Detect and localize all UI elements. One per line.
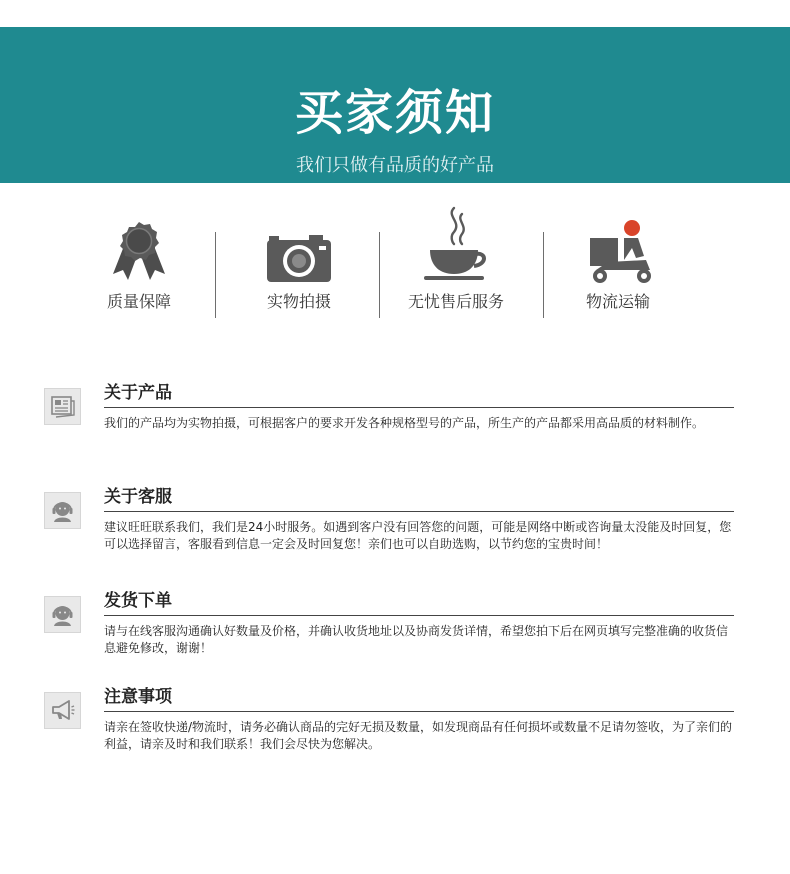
- customer-service-icon: [49, 497, 76, 524]
- feature-row: [0, 200, 790, 330]
- feature-quality: [59, 200, 219, 330]
- section-title: 发货下单: [104, 591, 172, 611]
- megaphone-icon: [49, 697, 76, 724]
- delivery-scooter-icon: [578, 200, 658, 288]
- feature-aftersales: [376, 200, 536, 330]
- feature-logistics: [538, 200, 698, 330]
- section-icon-tile: [44, 596, 81, 633]
- feature-label: 物流运输: [585, 292, 650, 311]
- page-title: 买家须知: [294, 85, 495, 141]
- camera-icon: [259, 200, 339, 288]
- feature-photo: [219, 200, 379, 330]
- page-subtitle: 我们只做有品质的好产品: [296, 155, 494, 176]
- section-body: 请亲在签收快递/物流时，请务必确认商品的完好无损及数量，如发现商品有任何损坏或数量不足请勿签收，为了亲们的利益，请亲及时和我们联系！我们会尽快为您解决。: [104, 720, 733, 751]
- newspaper-icon: [49, 393, 76, 420]
- section-body: 请与在线客服沟通确认好数量及价格，并确认收货地址以及协商发货详情，希望您拍下后在网页填写完整准确的收货信息避免修改，谢谢！: [104, 624, 729, 655]
- section-title: 注意事项: [104, 687, 172, 707]
- section-icon-tile: [44, 692, 81, 729]
- header-banner: [0, 27, 790, 183]
- section-icon-tile: [44, 492, 81, 529]
- section-icon-tile: [44, 388, 81, 425]
- section-notes: [44, 686, 734, 761]
- award-ribbon-icon: [99, 200, 179, 288]
- section-divider: [104, 711, 734, 712]
- feature-label: 实物拍摄: [266, 292, 331, 311]
- section-body: 建议旺旺联系我们，我们是24小时服务。如遇到客户没有回答您的问题，可能是网络中断或咨询量太没能及时回复，您可以选择留言，客服看到信息一定会及时回复您！亲们也可以自助选购，以节约您的宝贵时间！: [104, 520, 732, 551]
- section-shipping-order: [44, 590, 734, 665]
- section-title: 关于客服: [104, 487, 172, 507]
- customer-service-icon: [49, 601, 76, 628]
- section-title: 关于产品: [104, 383, 172, 403]
- feature-label: 质量保障: [106, 292, 171, 311]
- section-divider: [104, 407, 734, 408]
- feature-label: 无忧售后服务: [407, 292, 504, 311]
- section-customer-service: [44, 486, 734, 561]
- section-about-product: [44, 382, 734, 452]
- feature-divider: [215, 232, 216, 318]
- coffee-cup-icon: [416, 200, 496, 288]
- section-divider: [104, 615, 734, 616]
- section-body: 我们的产品均为实物拍摄，可根据客户的要求开发各种规格型号的产品，所生产的产品都采用高品质的材料制作。: [104, 416, 705, 430]
- section-divider: [104, 511, 734, 512]
